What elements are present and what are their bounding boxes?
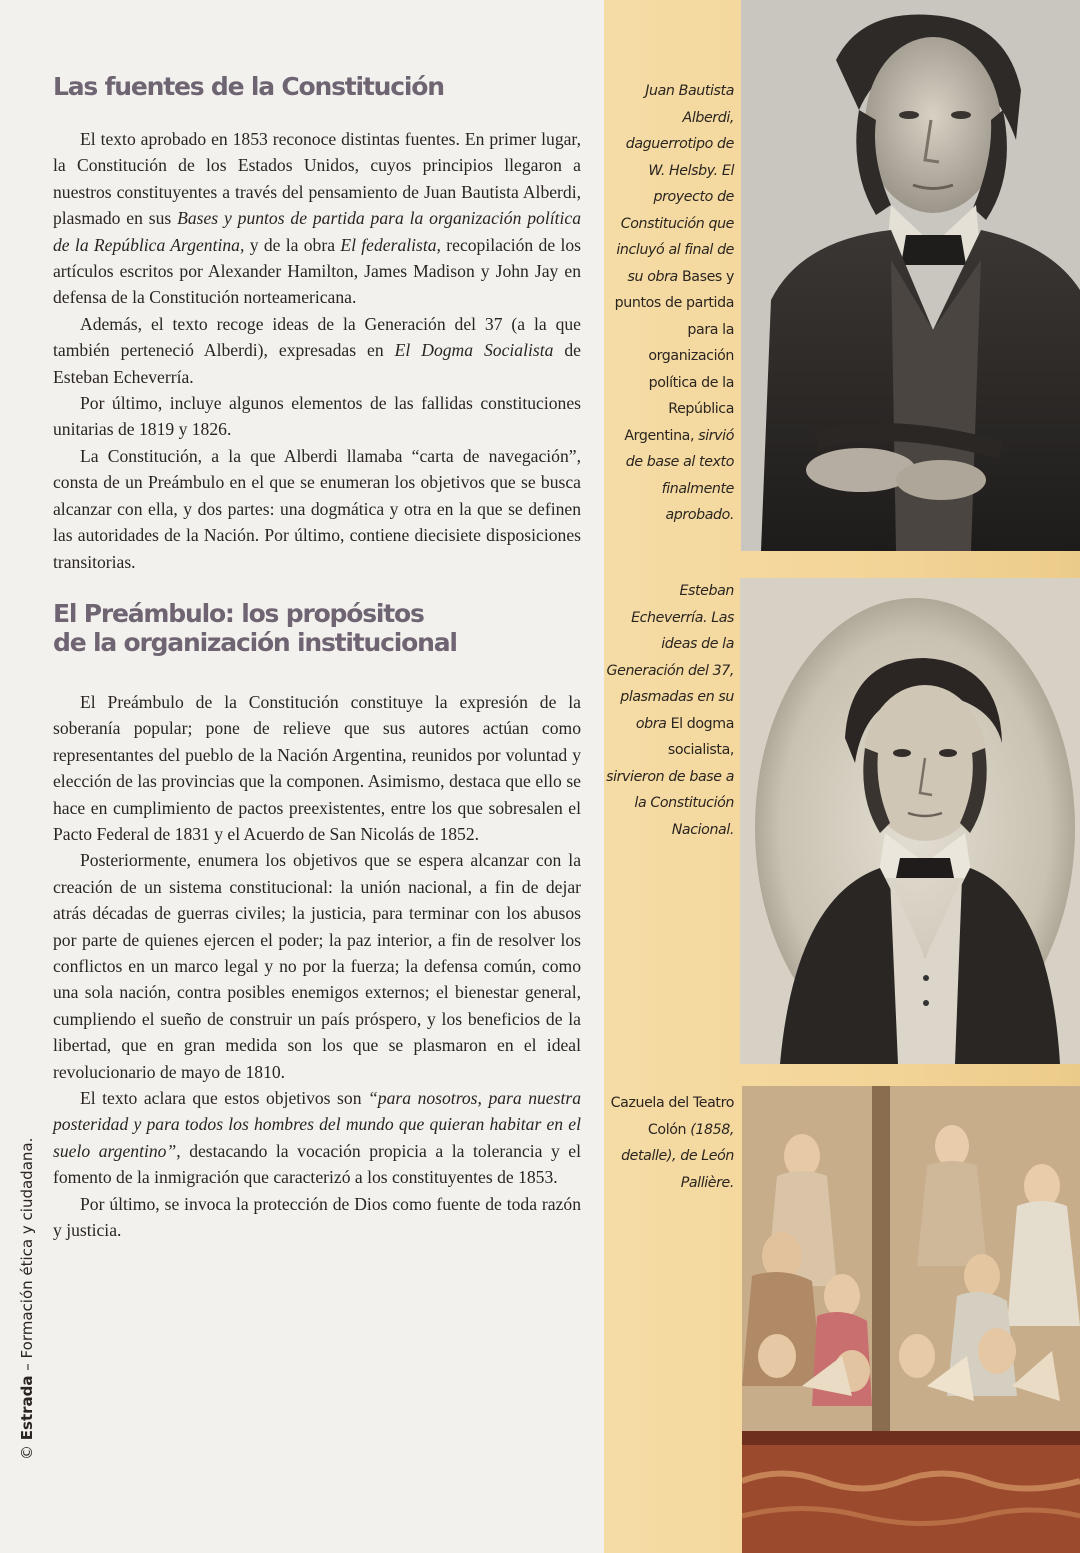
italic-text-run: (1858, detalle), de León Pallière.	[621, 1121, 734, 1191]
copyright-symbol: ©	[18, 1445, 36, 1460]
italic-text-run: Juan Bautista Alberdi, daguerrotipo de W. Helsby. El proyecto de Constitución que incluyó al final de su obra	[616, 83, 734, 285]
paragraph	[53, 689, 581, 847]
text-run: Por último, se invoca la protección de Dios como fuente de toda razón y justicia.	[53, 1193, 581, 1241]
publisher-name: Estrada	[18, 1375, 36, 1441]
book-series: Formación ética y ciudadana.	[18, 1137, 36, 1359]
italic-text-run: Bases y puntos de partida para la organización política de la República Argentina,	[53, 208, 581, 255]
italic-text-run: sirvieron de base a la Constitución Nacional.	[606, 768, 734, 838]
text-run: de Esteban Echeverría.	[53, 340, 581, 387]
paragraph	[53, 1085, 581, 1191]
text-run: recopilación de los artículos escritos por Alexander Hamilton, James Madison y John Jay en defensa de la Constitución norteamericana.	[53, 234, 581, 308]
text-run: El dogma socialista,	[666, 715, 734, 758]
section-title-preambulo	[53, 599, 581, 657]
caption-echeverria	[606, 578, 734, 843]
paragraph	[53, 847, 581, 1085]
echeverria-portrait-image	[740, 578, 1080, 1064]
paragraph	[53, 311, 581, 390]
main-column	[53, 60, 581, 1243]
paragraph	[53, 126, 581, 311]
section-title-preambulo-line2: de la organización institucional	[53, 627, 457, 657]
text-run: Además, el texto recoge ideas de la Generación del 37 (a la que también perteneció Alberdi), expresadas en	[53, 313, 581, 361]
italic-text-run: “para nosotros, para nuestra posteridad y para todos los hombres del mundo que quieran habitar en el suelo argentino”	[53, 1088, 581, 1161]
text-run: y de la obra	[244, 234, 341, 255]
paragraph	[53, 1191, 581, 1244]
text-run: Por último, incluye algunos elementos de las fallidas constituciones unitarias de 1819 y 1826.	[53, 393, 581, 440]
alberdi-portrait-image	[741, 0, 1080, 551]
teatro-colon-painting-image	[742, 1086, 1080, 1553]
section-body-fuentes	[53, 126, 581, 575]
section-title-preambulo-line1: El Preámbulo: los propósitos	[53, 598, 424, 628]
text-run: El texto aprobado en 1853 reconoce distintas fuentes. En primer lugar, la Constitución de los Estados Unidos, cuyos principios llegaron a nuestros constituyentes a través del pensamiento de Juan Bautista Alberdi, plasmado en sus	[53, 129, 581, 229]
text-run: Posteriormente, enumera los objetivos que se espera alcanzar con la creación de un sistema constitucional: la unión nacional, a fin de dejar atrás décadas de guerras civiles; la justicia, para terminar con los abusos por parte de quienes ejercen el poder; la paz interior, a fin de resolver los conflictos en un marco legal y no por la fuerza; la defensa común, como una sola nación, contra posibles enemigos externos; el bienestar general, cumpliendo el sueño de construir un país próspero, y los beneficios de la libertad, que en gran medida son los que se plasmaron en el ideal revolucionario de mayo de 1810.	[53, 850, 581, 1082]
paragraph	[53, 390, 581, 443]
text-run: , destacando la vocación propicia a la tolerancia y el fomento de la inmigración que caracterizó a los constituyentes de 1853.	[53, 1140, 581, 1188]
paragraph	[53, 443, 581, 575]
credit-separator: –	[18, 1358, 36, 1376]
caption-colon	[606, 1090, 734, 1196]
publisher-credit	[18, 1138, 36, 1460]
italic-text-run: Esteban Echeverría. Las ideas de la Generación del 37, plasmadas en su obra	[606, 583, 734, 732]
italic-text-run: El Dogma Socialista	[394, 340, 554, 361]
caption-alberdi	[606, 78, 734, 529]
text-run: El texto aclara que estos objetivos son	[80, 1088, 369, 1108]
text-run: Bases y puntos de partida para la organización política de la República Argentina,	[614, 268, 734, 444]
italic-text-run: El federalista,	[340, 234, 441, 255]
text-run: Cazuela del Teatro Colón	[610, 1095, 734, 1138]
text-run: La Constitución, a la que Alberdi llamaba “carta de navegación”, consta de un Preámbulo en el que se enumeran los objetivos que se busca alcanzar con ella, y dos partes: una dogmática y otra en la que se definen las autoridades de la Nación. Por último, contiene diecisiete disposiciones transitorias.	[53, 445, 581, 572]
italic-text-run: sirvió de base al texto finalmente aprobado.	[625, 427, 734, 523]
text-run: El Preámbulo de la Constitución constituye la expresión de la soberanía popular; pone de relieve que sus autores actúan como representantes del pueblo de la Nación Argentina, reunidos por voluntad y elección de las provincias que la componen. Asimismo, destaca que ello se hace en cumplimiento de pactos preexistentes, entre los que sobresalen el Pacto Federal de 1831 y el Acuerdo de San Nicolás de 1852.	[53, 691, 581, 844]
section-body-preambulo	[53, 689, 581, 1244]
section-title-fuentes: Las fuentes de la Constitución	[53, 72, 444, 101]
